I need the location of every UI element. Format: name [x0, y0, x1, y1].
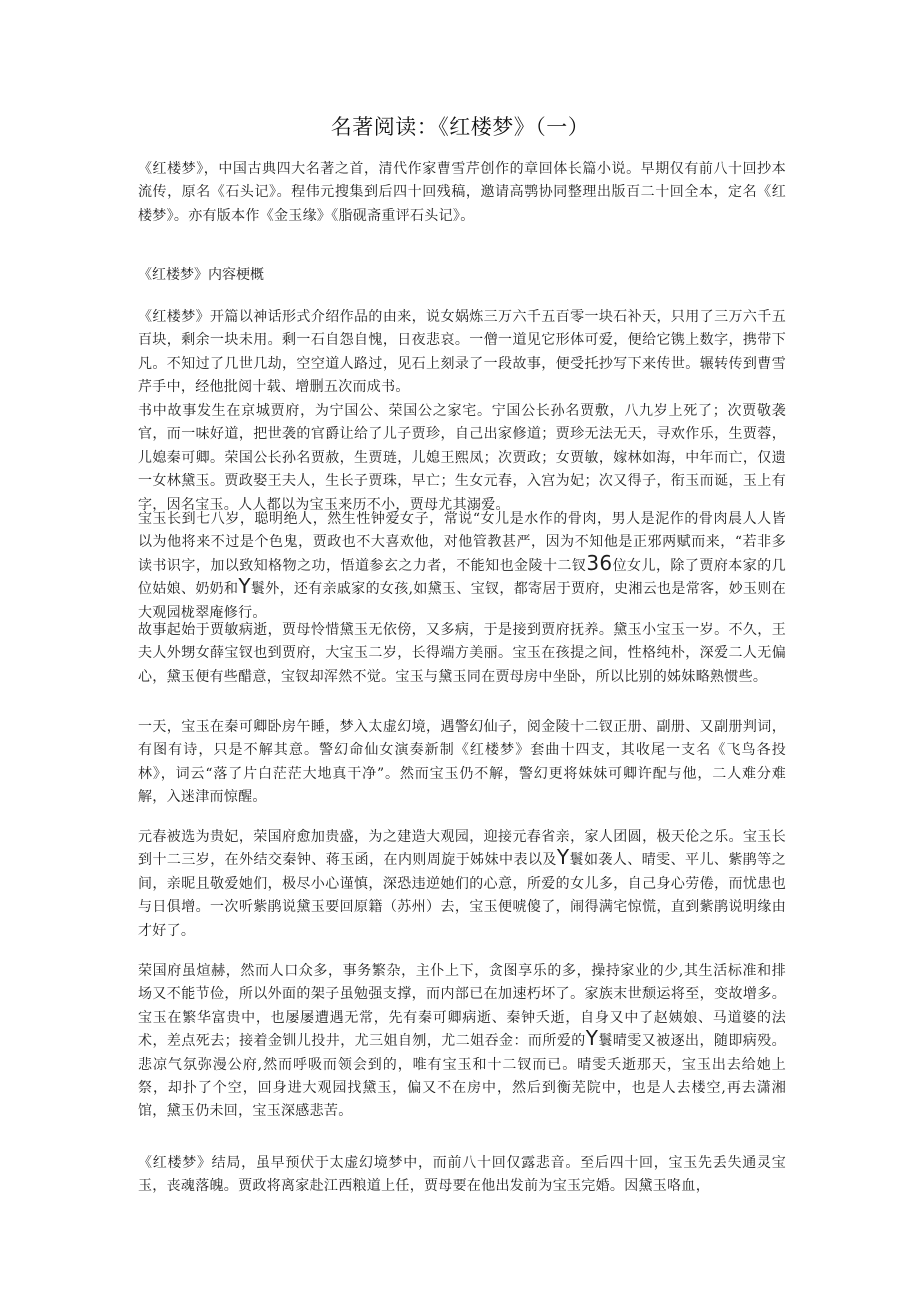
- paragraph-decline-text-a: 荣国府虽煊赫，然而人口众多，事务繁杂，主仆上下，贪图享乐的多，操持家业的少,其生活标准和排场又不能节俭，所以外面的架子虽勉强支撑，而内部已在加速朽坏了。家族末世颓运将至，变故增多。宝玉在繁华富贵中，也屡屡遭遇无常，先有秦可卿病逝、秦钟夭逝，自身又中了赵姨娘、马道婆的法术，差点死去；接着金钏儿投井，尤三姐自刎，尤二姐吞金：而所爱的: [138, 963, 786, 1050]
- paragraph-decline-text-b: 鬟晴雯又被逐出，随即病殁。悲凉气氛弥漫公府,然而呼吸而领会到的，唯有宝玉和十二钗而已。晴雯夭逝那天，宝玉出去给她上祭，却扑了个空，回身进大观园找黛玉，偏又不在房中，然后到衡芜院中，也是人去楼空,再去潇湘馆，黛玉仍未回，宝玉深感悲苦。: [138, 1033, 786, 1120]
- paragraph-family: 书中故事发生在京城贾府，为宁国公、荣国公之家宅。宁国公长孙名贾敷，八九岁上死了；次贾敬袭官，而一味好道，把世袭的官爵让给了儿子贾珍，自己出家修道；贾珍无法无天，寻欢作乐，生贾蓉，儿媳秦可卿。荣国公长孙名贾赦，生贾琏，儿媳王熙凤；次贾政；女贾敏，嫁林如海，中年而亡，仅遗一女林黛玉。贾政娶王夫人，生长子贾珠，早亡；生女元春，入宫为妃；次又得子，衔玉而诞，玉上有字，因名宝玉。人人都以为宝玉来历不小，贾母尤其溺爱。: [138, 403, 786, 513]
- intro-paragraph: 《红楼梦》，中国古典四大名著之首，清代作家曹雪芹创作的章回体长篇小说。早期仅有前八十回抄本流传，原名《石头记》。程伟元搜集到后四十回残稿，邀请高鹗协同整理出版百二十回全本，定名《红楼梦》。亦有版本作《金玉缘》《脂砚斋重评石头记》。: [138, 161, 786, 224]
- ya-glyph: Y: [585, 1026, 599, 1051]
- paragraph-ending: 《红楼梦》结局，虽早预伏于太虚幻境梦中，而前八十回仅露悲音。至后四十回，宝玉先丢失通灵宝玉，丧魂落魄。贾政将离家赴江西粮道上任，贾母要在他出发前为宝玉完婚。因黛玉咯血，: [138, 1155, 786, 1195]
- number-thirty-six: 36: [586, 550, 613, 575]
- paragraph-yuanchun: [138, 826, 786, 943]
- paragraph-yuanchun-text-b: 鬟如袭人、晴雯、平儿、紫鹃等之间，亲昵且敬爱她们，极尽小心谨慎，深恐违逆她们的心意，所爱的女儿多，自己身心劳倦，而忧患也与日俱增。一次听紫鹃说黛玉要回原籍（苏州）去，宝玉便唬傻了，闹得满宅惊慌，直到紫鹃说明缘由才好了。: [138, 852, 786, 939]
- paragraph-baoyu-text-b: 位女儿，除了贾府本家的几位姑娘、奶奶和: [138, 557, 786, 598]
- paragraph-daiyu-arrival: 故事起始于贾敏病逝，贾母怜惜黛玉无依傍，又多病，于是接到贾府抚养。黛玉小宝玉一岁。不久，王夫人外甥女薛宝钗也到贾府，大宝玉二岁，长得端方美丽。宝玉在孩提之间，性格纯朴，深爱二人无偏心，黛玉便有些醋意，宝钗却浑然不觉。宝玉与黛玉同在贾母房中坐卧，所以比别的姊妹略熟惯些。: [138, 622, 786, 685]
- paragraph-origin: 《红楼梦》开篇以神话形式介绍作品的由来，说女娲炼三万六千五百零一块石补天，只用了三万六千五百块，剩余一块未用。剩一石自怨自愧，日夜悲哀。一僧一道见它形体可爱，便给它镌上数字，携带下凡。不知过了几世几劫，空空道人路过，见石上刻录了一段故事，便受托抄写下来传世。辗转传到曹雪芹手中，经他批阅十载、增删五次而成书。: [138, 309, 786, 396]
- ya-glyph: Y: [556, 845, 570, 870]
- paragraph-dream: 一天，宝玉在秦可卿卧房午睡，梦入太虚幻境，遇警幻仙子，阅金陵十二钗正册、副册、又副册判词，有图有诗，只是不解其意。警幻命仙女演奏新制《红楼梦》套曲十四支，其收尾一支名《飞鸟各投林》，词云“落了片白茫茫大地真干净”。然而宝玉仍不解，警幻更将妹妹可卿许配与他，二人难分难解，入迷津而惊醒。: [138, 719, 786, 806]
- paragraph-yuanchun-text-a: 元春被选为贵妃，荣国府愈加贵盛，为之建造大观园，迎接元春省亲，家人团圆，极天伦之乐。宝玉长到十二三岁，在外结交秦钟、蒋玉函，在内则周旋于姊妹中表以及: [138, 829, 786, 869]
- paragraph-baoyu: [138, 508, 786, 625]
- ya-glyph: Y: [238, 574, 251, 599]
- page-title: 名著阅读：《红楼梦》（一）: [330, 115, 590, 139]
- paragraph-baoyu-text-c: 鬟外，还有亲戚家的女孩,如黛玉、宝钗，都寄居于贾府，史湘云也是常客，妙玉则在大观园栊翠庵修行。: [138, 581, 786, 621]
- section-heading: 《红楼梦》内容梗概: [138, 267, 264, 283]
- paragraph-baoyu-text-a: 宝玉长到七八岁，聪明绝人，然生性钟爱女子，常说“女儿是水作的骨肉，男人是泥作的骨肉晨人人皆以为他将来不过是个色鬼，贾政也不大喜欢他，对他管教甚严，因为不知他是正邪两赋而来，“若非多读书识字，加以致知格物之功，悟道参玄之力者，不能知也金陵十二钗: [138, 511, 786, 574]
- paragraph-decline: [138, 960, 786, 1124]
